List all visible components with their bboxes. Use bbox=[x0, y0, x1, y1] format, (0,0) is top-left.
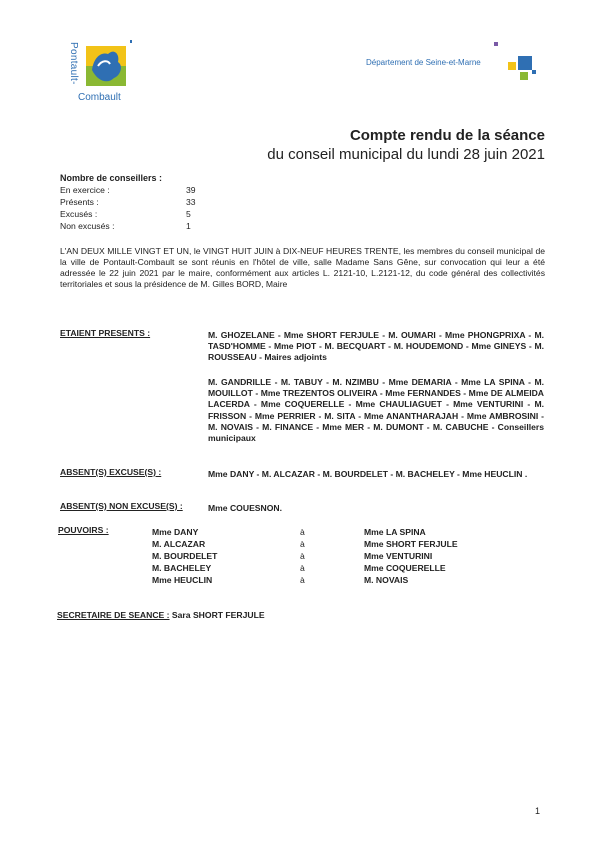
count-label: Non excusés : bbox=[60, 221, 115, 231]
count-value: 33 bbox=[186, 197, 196, 207]
count-value: 5 bbox=[186, 209, 191, 219]
pouvoir-to: Mme COQUERELLE bbox=[364, 563, 446, 573]
logo-emblem-icon bbox=[80, 40, 132, 92]
pouvoir-to: Mme LA SPINA bbox=[364, 527, 426, 537]
secretaire-line bbox=[57, 610, 265, 620]
pouvoir-to: M. NOVAIS bbox=[364, 575, 409, 585]
pouvoir-to: Mme SHORT FERJULE bbox=[364, 539, 458, 549]
pouvoir-a: à bbox=[300, 539, 305, 549]
page-number: 1 bbox=[534, 806, 540, 816]
non-excuses-text: Mme COUESNON. bbox=[208, 503, 283, 513]
pouvoir-from: Mme HEUCLIN bbox=[152, 575, 213, 585]
document-title: Compte rendu de la séance bbox=[349, 127, 545, 144]
pouvoir-to: Mme VENTURINI bbox=[364, 551, 433, 561]
pouvoir-from: M. BACHELEY bbox=[152, 563, 212, 573]
department-label: Département de Seine-et-Marne bbox=[366, 58, 481, 67]
secretaire-name: Sara SHORT FERJULE bbox=[171, 610, 265, 620]
pouvoirs-label: POUVOIRS : bbox=[58, 525, 109, 535]
pouvoir-a: à bbox=[300, 563, 305, 573]
presents-label: ETAIENT PRESENTS : bbox=[60, 328, 151, 338]
count-label: Présents : bbox=[60, 197, 99, 207]
pouvoir-from: M. ALCAZAR bbox=[152, 539, 206, 549]
presents-adjoints: M. GHOZELANE - Mme SHORT FERJULE - M. OUMARI - Mme PHONGPRIXA - M. TASD'HOMME - Mme PIOT - M. BECQUART - M. HOUDEMOND - Mme GINEYS - M. ROUSSEAU - Maires adjoints bbox=[208, 330, 544, 363]
count-value: 1 bbox=[186, 221, 191, 231]
pouvoir-a: à bbox=[300, 527, 305, 537]
document-subtitle: du conseil municipal du lundi 28 juin 2021 bbox=[267, 146, 545, 163]
excuses-label: ABSENT(S) EXCUSE(S) : bbox=[60, 467, 162, 477]
department-squares-icon bbox=[490, 40, 540, 84]
logo-bottom-text: Combault bbox=[78, 92, 121, 103]
count-label: Excusés : bbox=[60, 209, 98, 219]
secretaire-label: SECRETAIRE DE SEANCE : bbox=[57, 610, 170, 620]
count-value: 39 bbox=[186, 185, 196, 195]
logo-vertical-text: Pontault- bbox=[68, 42, 79, 85]
presents-conseillers: M. GANDRILLE - M. TABUY - M. NZIMBU - Mme DEMARIA - Mme LA SPINA - M. MOUILLOT - Mme TREZENTOS OLIVEIRA - Mme FERNANDES - Mme DE ALMEIDA LACERDA - Mme COQUERELLE - Mme CHAULIAGUET - Mme VENTURINI - M. FRISSON - Mme PERRIER - M. SITA - Mme ANANTHARAJAH - Mme AMBROSINI - M. NOVAIS - M. FINANCE - Mme MER - M. DUMONT - M. CABUCHE - Conseillers municipaux bbox=[208, 377, 544, 444]
non-excuses-label: ABSENT(S) NON EXCUSE(S) : bbox=[60, 501, 183, 511]
count-label: En exercice : bbox=[60, 185, 110, 195]
pouvoir-from: Mme DANY bbox=[152, 527, 199, 537]
counts-heading: Nombre de conseillers : bbox=[60, 173, 163, 183]
city-logo bbox=[68, 38, 140, 106]
pouvoir-a: à bbox=[300, 551, 305, 561]
pouvoir-from: M. BOURDELET bbox=[152, 551, 218, 561]
excuses-text: Mme DANY - M. ALCAZAR - M. BOURDELET - M. BACHELEY - Mme HEUCLIN . bbox=[208, 469, 528, 479]
pouvoir-a: à bbox=[300, 575, 305, 585]
intro-paragraph: L'AN DEUX MILLE VINGT ET UN, le VINGT HUIT JUIN à DIX-NEUF HEURES TRENTE, les membres du conseil municipal de la ville de Pontault-Combault se sont réunis en l'hôtel de ville, salle Madame Sans Gêne, sur convocation qui leur a été adressée le 22 juin 2021 par le maire, conformément aux articles L. 2121-10, L.2121-12, du code général des collectivités territoriales et sous la présidence de M. Gilles BORD, Maire bbox=[60, 246, 545, 289]
